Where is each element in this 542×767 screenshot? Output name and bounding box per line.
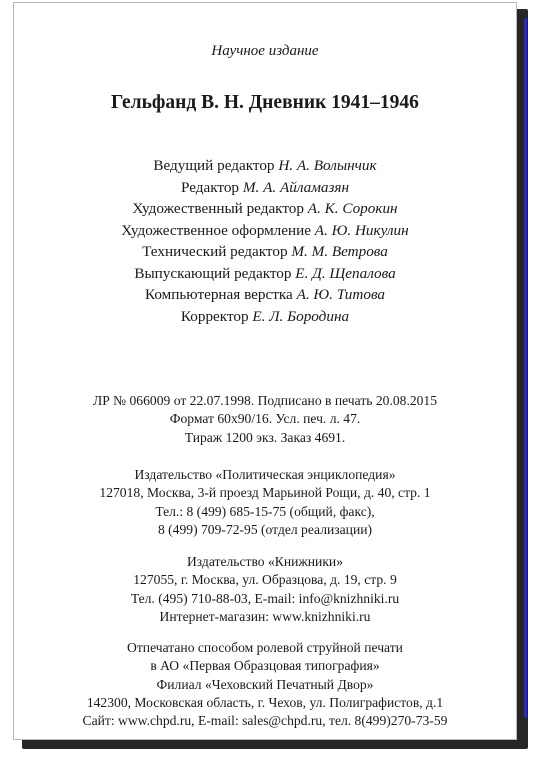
printer-line: 142300, Московская область, г. Чехов, ул. Полиграфистов, д.1 xyxy=(86,694,444,710)
publisher-address: 127018, Москва, 3-й проезд Марьиной Рощи, д. 40, стр. 1 xyxy=(99,485,431,501)
staff-role: Компьютерная верстка xyxy=(144,286,293,303)
staff-name: А. Ю. Никулин xyxy=(314,221,409,239)
staff-role: Редактор xyxy=(180,178,240,196)
publisher-address: 127055, г. Москва, ул. Образцова, д. 19, стр. 9 xyxy=(133,572,397,588)
book-title: Гельфанд В. Н. Дневник 1941–1946 xyxy=(111,92,419,113)
staff-role: Художественный редактор xyxy=(132,200,304,217)
staff-role: Ведущий редактор xyxy=(153,157,275,174)
printer-line: Сайт: www.chpd.ru, E-mail: sales@chpd.ru, тел. 8(499)270-73-59 xyxy=(82,713,448,729)
publisher-phone: Тел.: 8 (499) 685-15-75 (общий, факс), xyxy=(155,503,375,519)
staff-list xyxy=(14,155,516,327)
staff-name: А. Ю. Титова xyxy=(296,286,386,303)
staff-line xyxy=(14,241,516,263)
publisher-web-shop: Интернет-магазин: www.knizhniki.ru xyxy=(159,608,371,624)
staff-name: Е. Л. Бородина xyxy=(252,307,350,325)
staff-role: Художественное оформление xyxy=(121,221,311,239)
printer-line: Филиал «Чеховский Печатный Двор» xyxy=(156,676,374,692)
printer-line: Отпечатано способом ролевой струйной печати xyxy=(127,640,403,655)
staff-line xyxy=(14,220,516,242)
staff-role: Технический редактор xyxy=(142,243,288,260)
staff-line xyxy=(14,177,516,199)
publisher-contacts: Тел. (495) 710-88-03, E-mail: info@knizhniki.ru xyxy=(130,590,400,606)
publisher-name: Издательство «Книжники» xyxy=(186,554,344,569)
printer-line: в АО «Первая Образцовая типография» xyxy=(150,658,380,674)
staff-line xyxy=(14,284,516,306)
printer-info xyxy=(14,639,516,730)
imprint-page xyxy=(13,2,517,740)
page-edge-stripe xyxy=(524,18,527,718)
staff-name: М. А. Айламазян xyxy=(242,178,350,196)
staff-role: Выпускающий редактор xyxy=(134,264,292,282)
series-note: Научное издание xyxy=(211,43,319,59)
print-specs xyxy=(14,392,516,447)
staff-line xyxy=(14,155,516,177)
staff-line xyxy=(14,306,516,328)
staff-name: А. К. Сорокин xyxy=(307,200,398,217)
staff-name: М. М. Ветрова xyxy=(291,243,388,260)
print-spec-line: ЛР № 066009 от 22.07.1998. Подписано в печать 20.08.2015 xyxy=(92,393,438,408)
staff-name: Е. Д. Щепалова xyxy=(295,264,396,282)
publisher-politencyclopedia xyxy=(14,466,516,539)
publisher-name: Издательство «Политическая энциклопедия» xyxy=(134,467,396,482)
staff-name: Н. А. Волынчик xyxy=(278,157,377,174)
staff-line xyxy=(14,263,516,285)
publisher-phone: 8 (499) 709-72-95 (отдел реализации) xyxy=(157,521,373,537)
staff-line xyxy=(14,198,516,220)
publisher-knizhniki xyxy=(14,553,516,626)
print-spec-line: Формат 60х90/16. Усл. печ. л. 47. xyxy=(169,411,361,427)
staff-role: Корректор xyxy=(180,307,249,325)
print-spec-line: Тираж 1200 экз. Заказ 4691. xyxy=(184,429,346,445)
